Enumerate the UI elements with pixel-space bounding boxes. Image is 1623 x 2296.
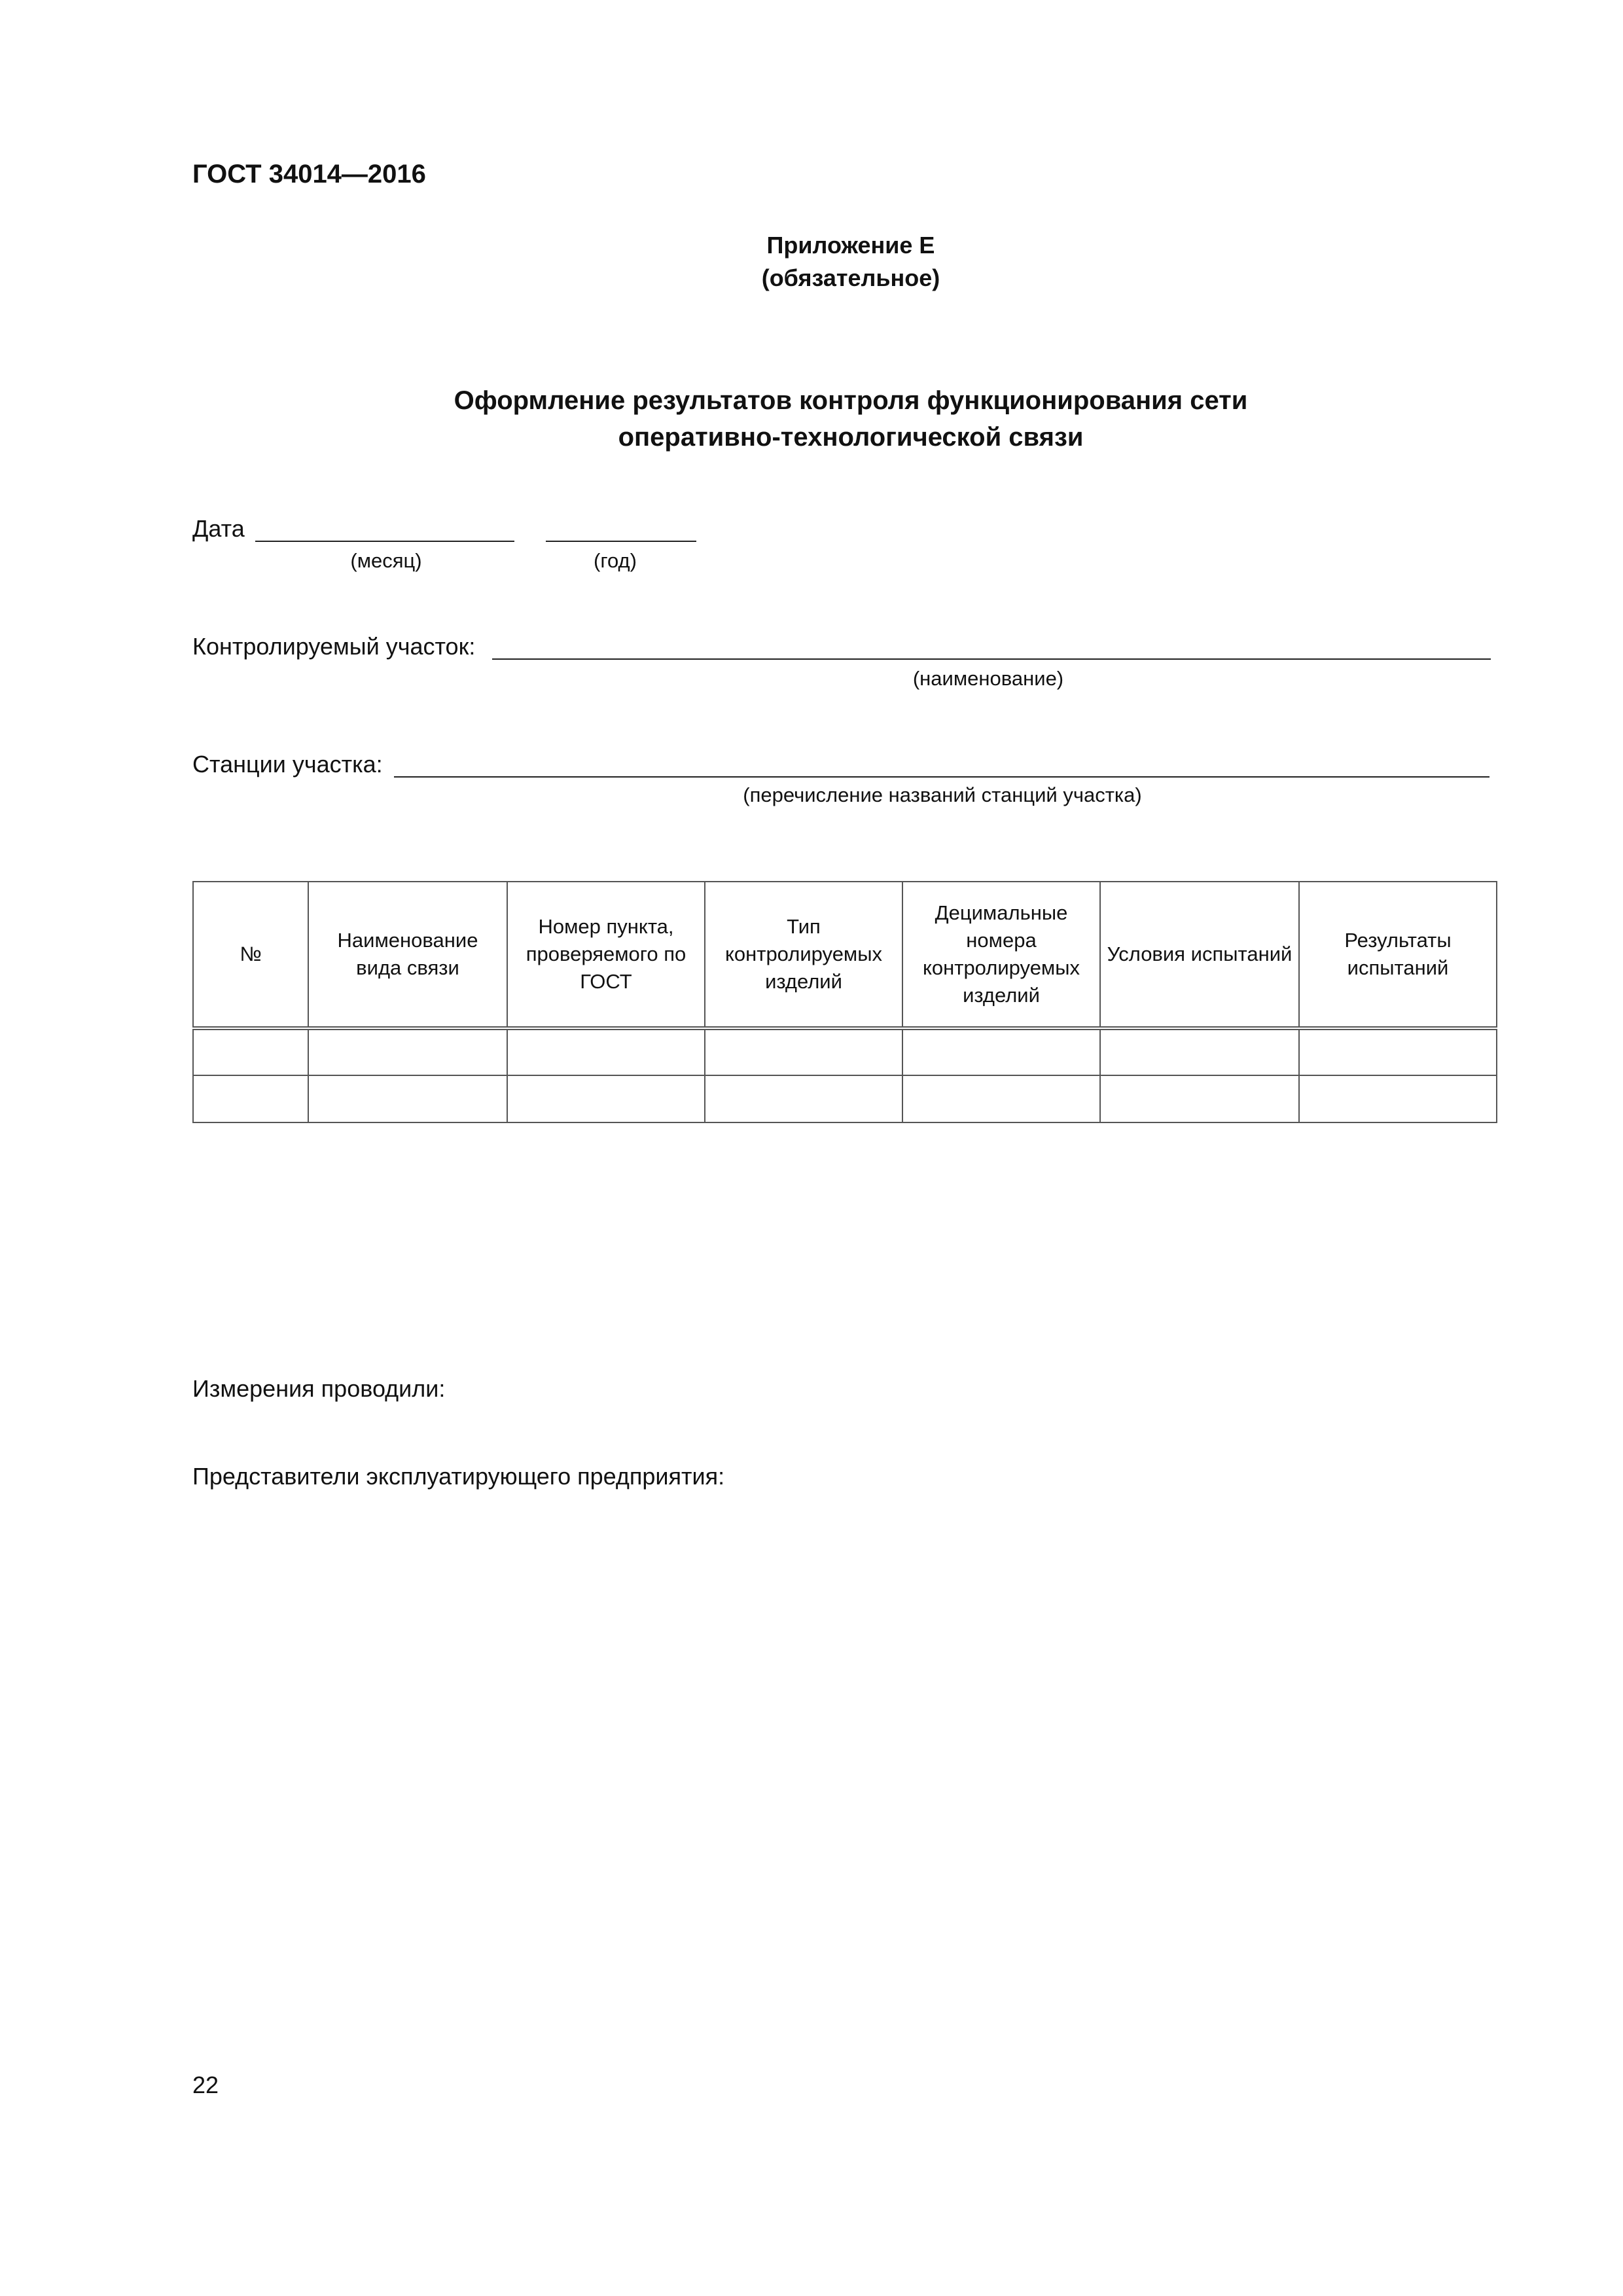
table-row	[193, 1028, 1497, 1075]
header-test-conditions: Условия испытаний	[1100, 882, 1299, 1028]
measured-by-label: Измерения проводили:	[192, 1375, 446, 1402]
table-cell[interactable]	[308, 1028, 507, 1075]
appendix-title: Приложение Е	[766, 232, 935, 259]
date-label: Дата	[192, 515, 245, 542]
table-cell[interactable]	[507, 1028, 705, 1075]
table-cell[interactable]	[705, 1028, 902, 1075]
header-gost-item-number: Номер пункта, проверяемого по ГОСТ	[507, 882, 705, 1028]
document-title-line-2: оперативно-технологической связи	[618, 423, 1084, 452]
year-field-line[interactable]	[546, 541, 696, 542]
table-cell[interactable]	[1299, 1028, 1497, 1075]
table-cell[interactable]	[308, 1075, 507, 1122]
header-product-type: Тип контролируемых изделий	[705, 882, 902, 1028]
table-cell[interactable]	[193, 1028, 308, 1075]
table-cell[interactable]	[1299, 1075, 1497, 1122]
table-row	[193, 1075, 1497, 1122]
document-title-line-1: Оформление результатов контроля функционирования сети	[454, 386, 1248, 415]
representatives-label: Представители эксплуатирующего предприятия:	[192, 1463, 725, 1490]
table-cell[interactable]	[1100, 1028, 1299, 1075]
table-cell[interactable]	[705, 1075, 902, 1122]
controlled-section-field-line[interactable]	[492, 658, 1491, 660]
header-decimal-numbers: Децимальные номера контролируемых изделий	[902, 882, 1100, 1028]
header-number: №	[193, 882, 308, 1028]
controlled-section-caption: (наименование)	[912, 667, 1064, 690]
table-cell[interactable]	[902, 1075, 1100, 1122]
stations-label: Станции участка:	[192, 751, 383, 778]
table-cell[interactable]	[1100, 1075, 1299, 1122]
year-caption: (год)	[594, 549, 637, 572]
standard-code: ГОСТ 34014—2016	[192, 160, 426, 188]
results-table	[192, 881, 1497, 1123]
page-number: 22	[192, 2072, 219, 2098]
controlled-section-label: Контролируемый участок:	[192, 633, 476, 660]
table-cell[interactable]	[507, 1075, 705, 1122]
month-caption: (месяц)	[350, 549, 422, 572]
stations-field-line[interactable]	[394, 776, 1489, 778]
table-cell[interactable]	[193, 1075, 308, 1122]
month-field-line[interactable]	[255, 541, 514, 542]
header-communication-type: Наименование вида связи	[308, 882, 507, 1028]
table-cell[interactable]	[902, 1028, 1100, 1075]
appendix-status: (обязательное)	[761, 264, 940, 291]
table-header-row	[193, 882, 1497, 1028]
header-test-results: Результаты испытаний	[1299, 882, 1497, 1028]
stations-caption: (перечисление названий станций участка)	[743, 783, 1142, 806]
